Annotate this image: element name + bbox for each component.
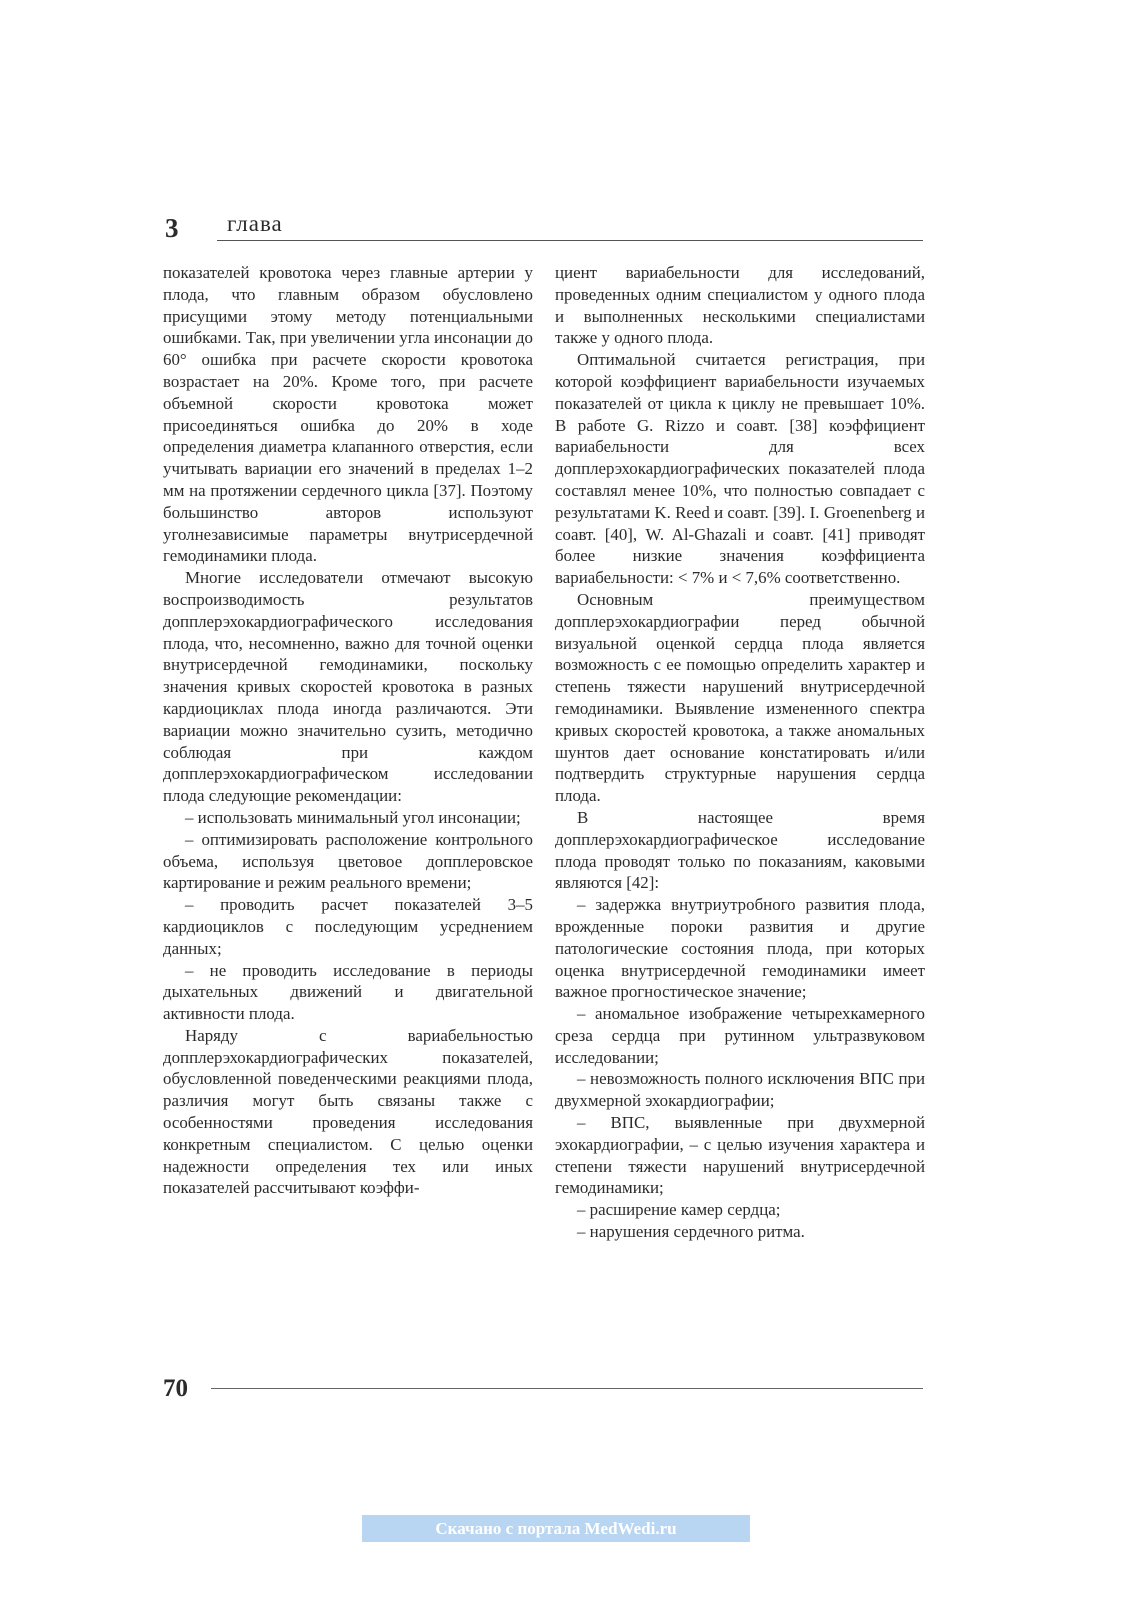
list-item: – задержка внутриутробного развития плода, врожденные пороки развития и другие патологические состояния плода, при которых оценка внутрисердечной гемодинамики имеет важное прогностическое значение; [555, 895, 925, 1002]
chapter-label: глава [227, 211, 283, 236]
watermark-banner: Скачано с портала MedWedi.ru [362, 1515, 750, 1542]
paragraph: В настоящее время допплерэхокардиографическое исследование плода проводят только по показаниям, каковыми являются [42]: [555, 807, 925, 893]
left-column [163, 262, 533, 1199]
page-footer [163, 1374, 923, 1406]
paragraph: показателей кровотока через главные артерии у плода, что главным образом обусловлено присущими этому методу потенциальными ошибками. Так, при увеличении угла инсонации до 60° ошибка при расчете скорости кровотока возрастает на 20%. Кроме того, при расчете объемной скорости кровотока может присоединяться ошибка до 20% в ходе определения диаметра клапанного отверстия, если учитывать вариации его значений в пределах 1–2 мм на протяжении сердечного цикла [37]. Поэтому большинство авторов используют уголнезависимые параметры внутрисердечной гемодинамики плода. [163, 263, 533, 566]
list-item: – проводить расчет показателей 3–5 кардиоциклов с последующим усреднением данных; [163, 895, 533, 958]
list-item: – оптимизировать расположение контрольного объема, используя цветовое допплеровское картирование и режим реального времени; [163, 829, 533, 893]
list-item: – использовать минимальный угол инсонации; [185, 807, 521, 827]
paragraph: Основным преимуществом допплерэхокардиографии перед обычной визуальной оценкой сердца плода является возможность с ее помощью определить характер и степень тяжести нарушений внутрисердечной гемодинамики. Выявление измененного спектра кривых скоростей кровотока, а также аномальных шунтов дает основание констатировать и/или подтвердить структурные нарушения сердца плода. [555, 589, 925, 806]
list-item: – расширение камер сердца; [577, 1200, 781, 1220]
list-item: – ВПС, выявленные при двухмерной эхокардиографии, – с целью изучения характера и степени тяжести нарушений внутрисердечной гемодинамики; [555, 1113, 925, 1198]
chapter-header [165, 212, 923, 244]
list-item: – не проводить исследование в периоды дыхательных движений и двигательной активности плода. [163, 960, 533, 1024]
header-rule [217, 240, 923, 241]
list-item: – аномальное изображение четырехкамерного среза сердца при рутинном ультразвуковом исследовании; [555, 1004, 925, 1067]
chapter-number: 3 [165, 213, 179, 243]
paragraph: циент вариабельности для исследований, проведенных одним специалистом у одного плода и выполненных несколькими специалистами также у одного плода. [555, 263, 925, 348]
right-column [555, 262, 925, 1243]
footer-rule [211, 1388, 923, 1389]
paragraph: Наряду с вариабельностью допплерэхокардиографических показателей, обусловленной поведенческими реакциями плода, различия могут быть связаны также с особенностями проведения исследования конкретным специалистом. С целью оценки надежности определения тех или иных показателей рассчитывают коэффи- [163, 1025, 533, 1198]
page-number: 70 [163, 1375, 188, 1402]
paragraph: Многие исследователи отмечают высокую воспроизводимость результатов допплерэхокардиографического исследования плода, что, несомненно, важно для точной оценки внутрисердечной гемодинамики, поскольку значения кривых скоростей кровотока в разных кардиоциклах плода иногда различаются. Эти вариации можно значительно сузить, методично соблюдая при каждом допплерэхокардиографическом исследовании плода следующие рекомендации: [163, 568, 533, 806]
paragraph: Оптимальной считается регистрация, при которой коэффициент вариабельности изучаемых показателей от цикла к циклу не превышает 10%. В работе G. Rizzo и соавт. [38] коэффициент вариабельности для всех допплерэхокардиографических показателей плода составлял менее 10%, что полностью совпадает с результатами K. Reed и соавт. [39]. I. Groenenberg и соавт. [40], W. Al-Ghazali и соавт. [41] приводят более низкие значения коэффициента вариабельности: < 7% и < 7,6% соответственно. [555, 350, 925, 588]
list-item: – нарушения сердечного ритма. [577, 1222, 805, 1242]
list-item: – невозможность полного исключения ВПС при двухмерной эхокардиографии; [555, 1069, 925, 1111]
